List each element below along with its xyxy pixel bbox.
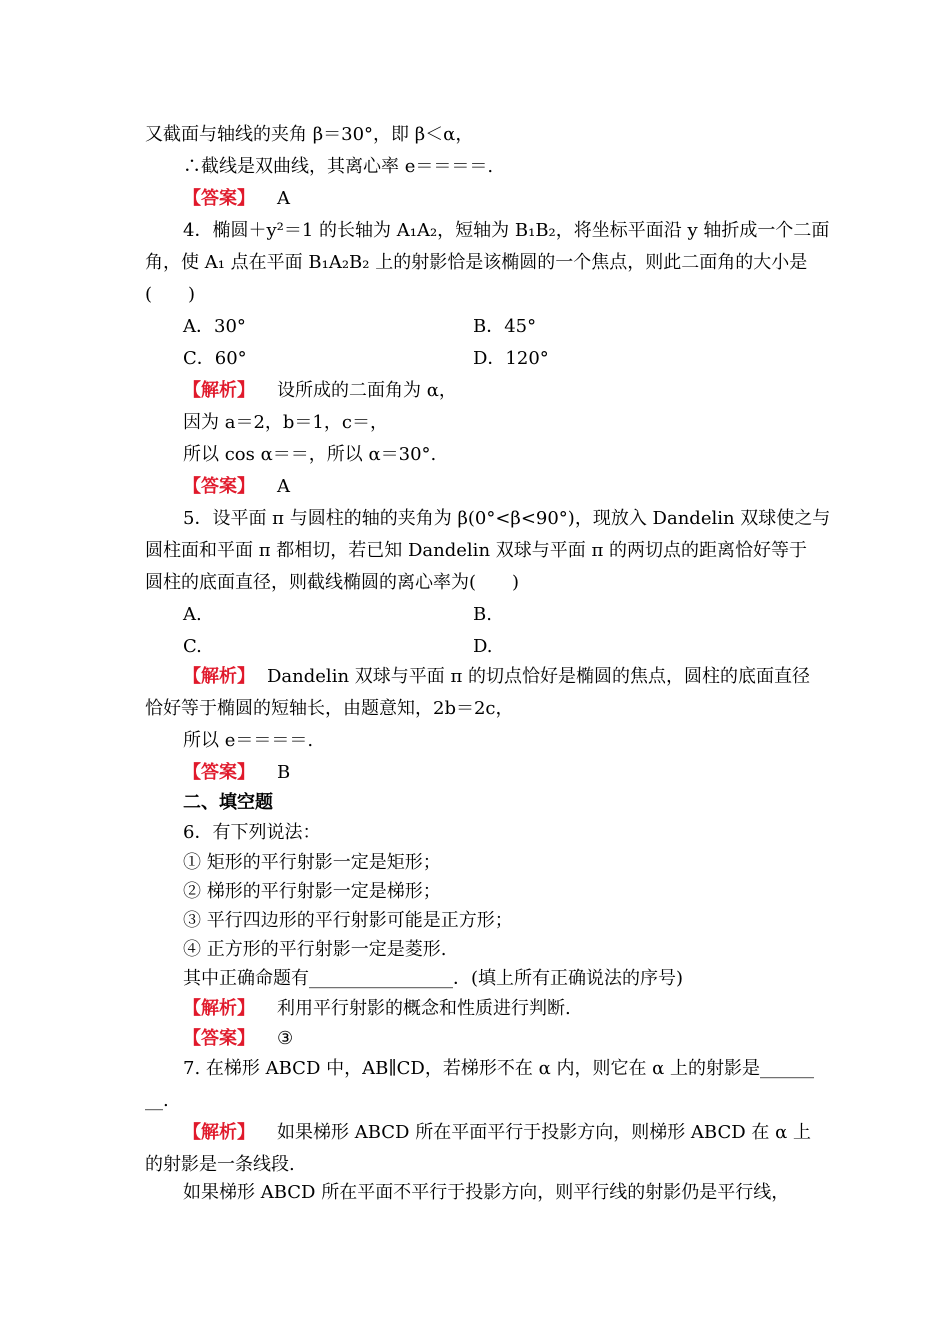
q5-option-c: C.	[183, 636, 202, 657]
q3-line-1: 又截面与轴线的夹角 β＝30°，即 β＜α，	[145, 124, 474, 145]
q4-stem-1: 4．椭圆＋y²＝1 的长轴为 A₁A₂，短轴为 B₁B₂，将坐标平面沿 y 轴折成一个二面	[183, 220, 830, 241]
q4-option-a: A．30°	[183, 316, 246, 337]
q7-stem-1: 7. 在梯形 ABCD 中，AB∥CD，若梯形不在 α 内，则它在 α 上的射影是______	[183, 1058, 815, 1079]
q4-analysis-3: 所以 cos α＝＝，所以 α＝30°.	[183, 444, 437, 465]
q5-answer-row	[183, 760, 810, 786]
q5-options-row-2	[183, 634, 810, 660]
q6-question: 其中正确命题有________________．(填上所有正确说法的序号)	[183, 968, 684, 989]
q6-item-2: ② 梯形的平行射影一定是梯形；	[183, 881, 441, 902]
q6-stem: 6．有下列说法：	[183, 822, 321, 843]
answer-tag: 【答案】	[183, 1028, 255, 1049]
answer-tag: 【答案】	[183, 762, 255, 783]
q5-options-row-1	[183, 602, 810, 628]
q7-analysis-3: 如果梯形 ABCD 所在平面不平行于投影方向，则平行线的射影仍是平行线，	[183, 1182, 790, 1203]
q4-option-c: C．60°	[183, 348, 247, 369]
q4-option-b: B．45°	[473, 316, 537, 337]
q5-answer: B	[277, 762, 291, 783]
q6-item-3: ③ 平行四边形的平行射影可能是正方形；	[183, 910, 513, 931]
q6-analysis-row	[183, 996, 810, 1022]
analysis-tag: 【解析】	[183, 666, 255, 687]
q4-stem-3: ( )	[145, 284, 196, 305]
q3-answer: A	[277, 188, 290, 209]
q5-stem-1: 5．设平面 π 与圆柱的轴的夹角为 β(0°<β<90°)，现放入 Dandelin 双球使之与	[183, 508, 831, 529]
q4-analysis-1: 设所成的二面角为 α，	[277, 380, 457, 401]
q5-analysis-row	[183, 664, 810, 690]
answer-tag: 【答案】	[183, 476, 255, 497]
q5-analysis-2: 恰好等于椭圆的短轴长，由题意知，2b＝2c，	[145, 698, 514, 719]
q6-item-4: ④ 正方形的平行射影一定是菱形.	[183, 939, 447, 960]
q6-analysis: 利用平行射影的概念和性质进行判断.	[277, 998, 571, 1019]
q5-stem-3: 圆柱的底面直径，则截线椭圆的离心率为( )	[145, 572, 520, 593]
q4-options-row-1	[183, 314, 810, 340]
q5-analysis-3: 所以 e＝＝＝＝.	[183, 730, 314, 751]
q3-line-2: ∴截线是双曲线，其离心率 e＝＝＝＝.	[183, 156, 494, 177]
q5-option-d: D.	[473, 636, 493, 657]
q4-option-d: D．120°	[473, 348, 549, 369]
q5-option-b: B.	[473, 604, 492, 625]
q7-stem-2: __.	[145, 1090, 169, 1111]
answer-tag: 【答案】	[183, 188, 255, 209]
analysis-tag: 【解析】	[183, 380, 255, 401]
q7-analysis-1: 如果梯形 ABCD 所在平面平行于投影方向，则梯形 ABCD 在 α 上	[277, 1122, 812, 1143]
q6-item-1: ① 矩形的平行射影一定是矩形；	[183, 852, 441, 873]
q4-analysis-row	[183, 378, 810, 404]
analysis-tag: 【解析】	[183, 1122, 255, 1143]
q4-answer-row	[183, 474, 810, 500]
section-title: 二、填空题	[183, 792, 273, 813]
q4-answer: A	[277, 476, 290, 497]
q4-options-row-2	[183, 346, 810, 372]
q5-analysis-1: Dandelin 双球与平面 π 的切点恰好是椭圆的焦点，圆柱的底面直径	[267, 666, 811, 687]
q5-option-a: A.	[183, 604, 202, 625]
q7-analysis-row	[183, 1120, 810, 1146]
q6-answer: ③	[277, 1028, 294, 1049]
q4-analysis-2: 因为 a＝2，b＝1，c＝，	[183, 412, 388, 433]
q7-analysis-2: 的射影是一条线段.	[145, 1154, 295, 1175]
q4-stem-2: 角，使 A₁ 点在平面 B₁A₂B₂ 上的射影恰是该椭圆的一个焦点，则此二面角的大小是	[145, 252, 808, 273]
q5-stem-2: 圆柱面和平面 π 都相切，若已知 Dandelin 双球与平面 π 的两切点的距离恰好等于	[145, 540, 808, 561]
q6-answer-row	[183, 1026, 810, 1052]
q3-answer-row	[183, 186, 810, 212]
analysis-tag: 【解析】	[183, 998, 255, 1019]
